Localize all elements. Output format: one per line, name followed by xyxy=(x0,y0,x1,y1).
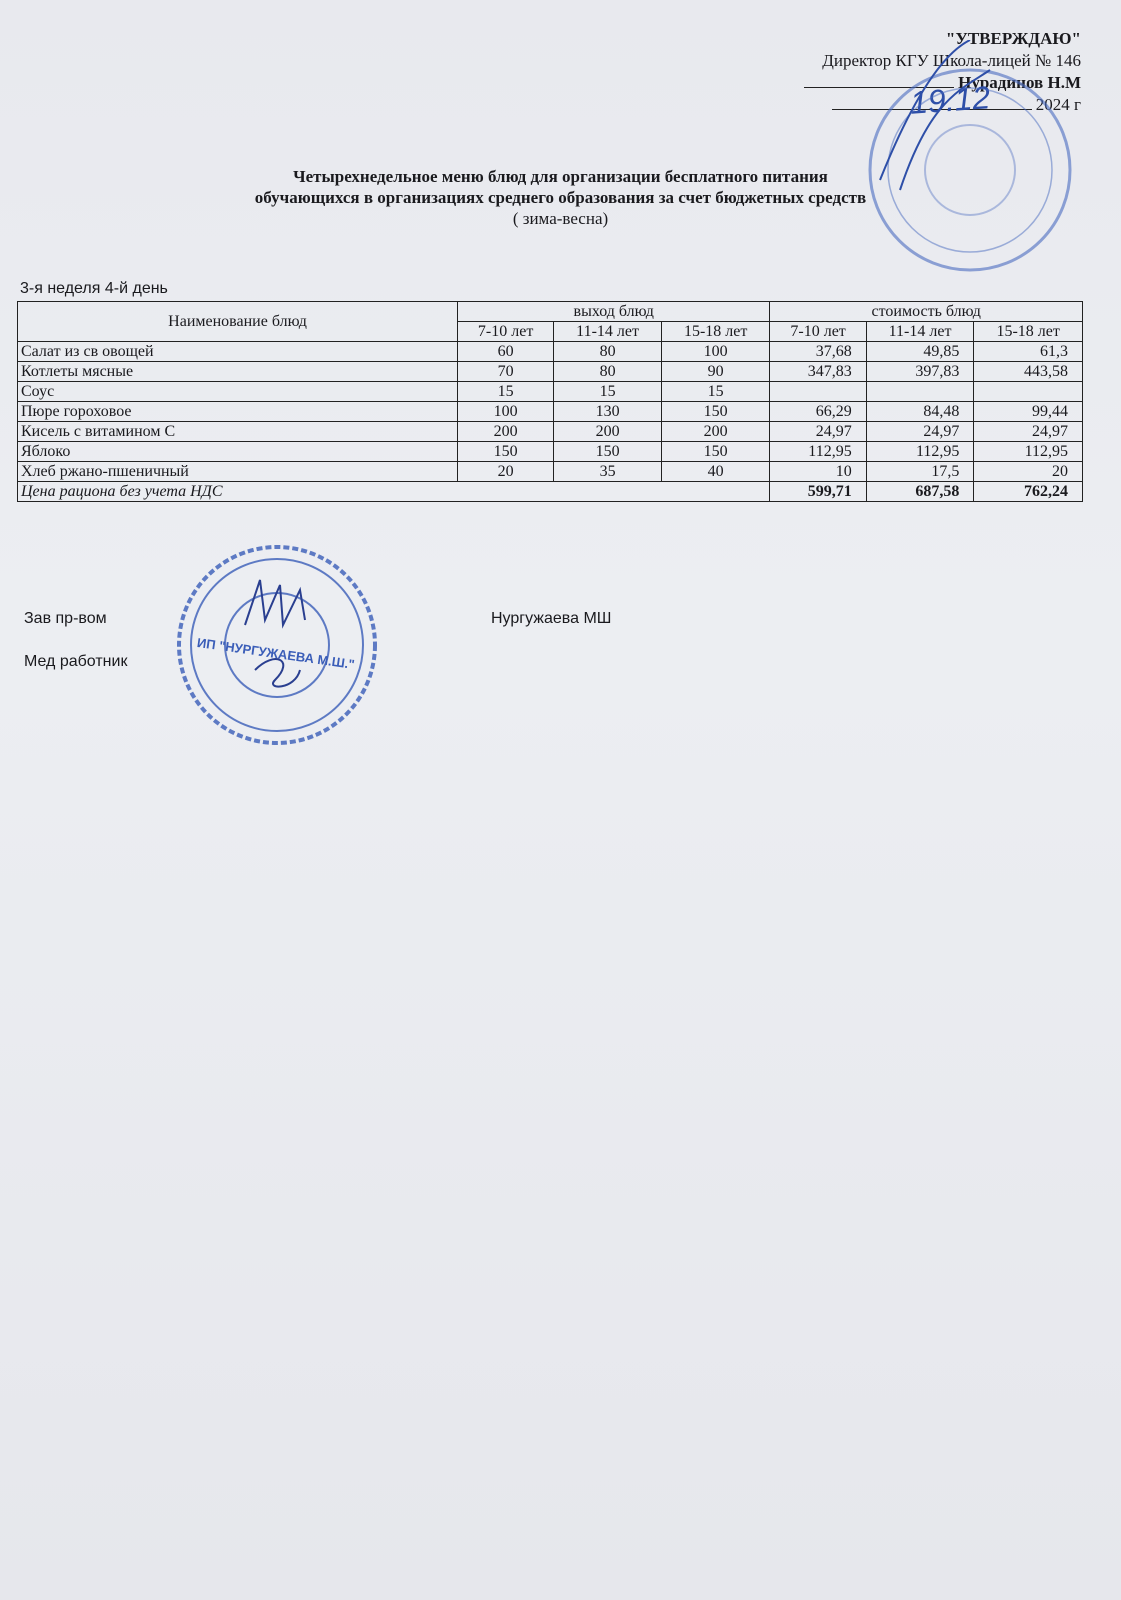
table-row xyxy=(18,362,1083,382)
output-cell: 200 xyxy=(554,422,662,442)
total-cost: 762,24 xyxy=(974,482,1083,502)
header-dish-name: Наименование блюд xyxy=(18,302,458,342)
output-cell: 100 xyxy=(661,342,770,362)
handwritten-date: 19.12 xyxy=(908,79,992,121)
cost-cell xyxy=(974,382,1083,402)
total-cost: 599,71 xyxy=(770,482,866,502)
output-cell: 200 xyxy=(661,422,770,442)
output-cell: 150 xyxy=(554,442,662,462)
total-cost: 687,58 xyxy=(866,482,974,502)
output-cell: 15 xyxy=(661,382,770,402)
cost-cell: 24,97 xyxy=(974,422,1083,442)
cost-cell: 24,97 xyxy=(866,422,974,442)
medic-label: Мед работник xyxy=(24,653,128,670)
week-day-label: 3-я неделя 4-й день xyxy=(20,280,168,297)
output-cell: 35 xyxy=(554,462,662,482)
dish-name: Яблоко xyxy=(18,442,458,462)
dish-name: Хлеб ржано-пшеничный xyxy=(18,462,458,482)
output-cell: 90 xyxy=(661,362,770,382)
table-row xyxy=(18,422,1083,442)
output-cell: 40 xyxy=(661,462,770,482)
header-output: выход блюд xyxy=(458,302,770,322)
approval-name: Нурадинов Н.М xyxy=(958,73,1081,92)
cost-cell: 10 xyxy=(770,462,866,482)
title-season: ( зима-весна) xyxy=(512,209,609,228)
table-row xyxy=(18,342,1083,362)
menu-table xyxy=(17,301,1083,502)
age-header: 15-18 лет xyxy=(661,322,770,342)
output-cell: 80 xyxy=(554,342,662,362)
output-cell: 60 xyxy=(458,342,554,362)
cost-cell: 112,95 xyxy=(974,442,1083,462)
output-cell: 15 xyxy=(458,382,554,402)
cost-cell: 112,95 xyxy=(866,442,974,462)
header-cost: стоимость блюд xyxy=(770,302,1083,322)
table-row xyxy=(18,462,1083,482)
age-header: 7-10 лет xyxy=(458,322,554,342)
table-row xyxy=(18,402,1083,422)
output-cell: 80 xyxy=(554,362,662,382)
cost-cell xyxy=(770,382,866,402)
approval-heading: "УТВЕРЖДАЮ" xyxy=(945,29,1081,48)
approval-position: Директор КГУ Школа-лицей № 146 xyxy=(822,51,1081,70)
school-stamp xyxy=(860,40,1090,280)
total-label: Цена рациона без учета НДС xyxy=(18,482,770,502)
cost-cell: 37,68 xyxy=(770,342,866,362)
output-cell: 20 xyxy=(458,462,554,482)
cost-cell: 20 xyxy=(974,462,1083,482)
output-cell: 130 xyxy=(554,402,662,422)
dish-name: Котлеты мясные xyxy=(18,362,458,382)
output-cell: 150 xyxy=(661,442,770,462)
cost-cell: 66,29 xyxy=(770,402,866,422)
output-cell: 15 xyxy=(554,382,662,402)
cost-cell: 24,97 xyxy=(770,422,866,442)
table-row xyxy=(18,442,1083,462)
dish-name: Пюре гороховое xyxy=(18,402,458,422)
dish-name: Кисель с витамином С xyxy=(18,422,458,442)
age-header: 15-18 лет xyxy=(974,322,1083,342)
cost-cell: 84,48 xyxy=(866,402,974,422)
total-row xyxy=(18,482,1083,502)
age-header: 7-10 лет xyxy=(770,322,866,342)
company-stamp xyxy=(165,540,405,750)
manager-label: Зав пр-вом xyxy=(24,610,107,627)
cost-cell: 49,85 xyxy=(866,342,974,362)
cost-cell xyxy=(866,382,974,402)
table-row xyxy=(18,382,1083,402)
output-cell: 100 xyxy=(458,402,554,422)
svg-text:ИП "НУРГУЖАЕВА М.Ш.": ИП "НУРГУЖАЕВА М.Ш." xyxy=(196,634,356,672)
document-title xyxy=(0,166,1121,229)
output-cell: 200 xyxy=(458,422,554,442)
dish-name: Соус xyxy=(18,382,458,402)
cost-cell: 112,95 xyxy=(770,442,866,462)
cost-cell: 61,3 xyxy=(974,342,1083,362)
title-line-2: обучающихся в организациях среднего образования за счет бюджетных средств xyxy=(254,188,867,207)
output-cell: 150 xyxy=(458,442,554,462)
cost-cell: 347,83 xyxy=(770,362,866,382)
cost-cell: 397,83 xyxy=(866,362,974,382)
dish-name: Салат из св овощей xyxy=(18,342,458,362)
output-cell: 150 xyxy=(661,402,770,422)
cost-cell: 17,5 xyxy=(866,462,974,482)
cost-cell: 99,44 xyxy=(974,402,1083,422)
approval-year: 2024 г xyxy=(1035,95,1081,114)
age-header: 11-14 лет xyxy=(554,322,662,342)
title-line-1: Четырехнедельное меню блюд для организации бесплатного питания xyxy=(293,167,828,186)
cost-cell: 443,58 xyxy=(974,362,1083,382)
manager-name: Нургужаева МШ xyxy=(491,610,612,627)
age-header: 11-14 лет xyxy=(866,322,974,342)
output-cell: 70 xyxy=(458,362,554,382)
